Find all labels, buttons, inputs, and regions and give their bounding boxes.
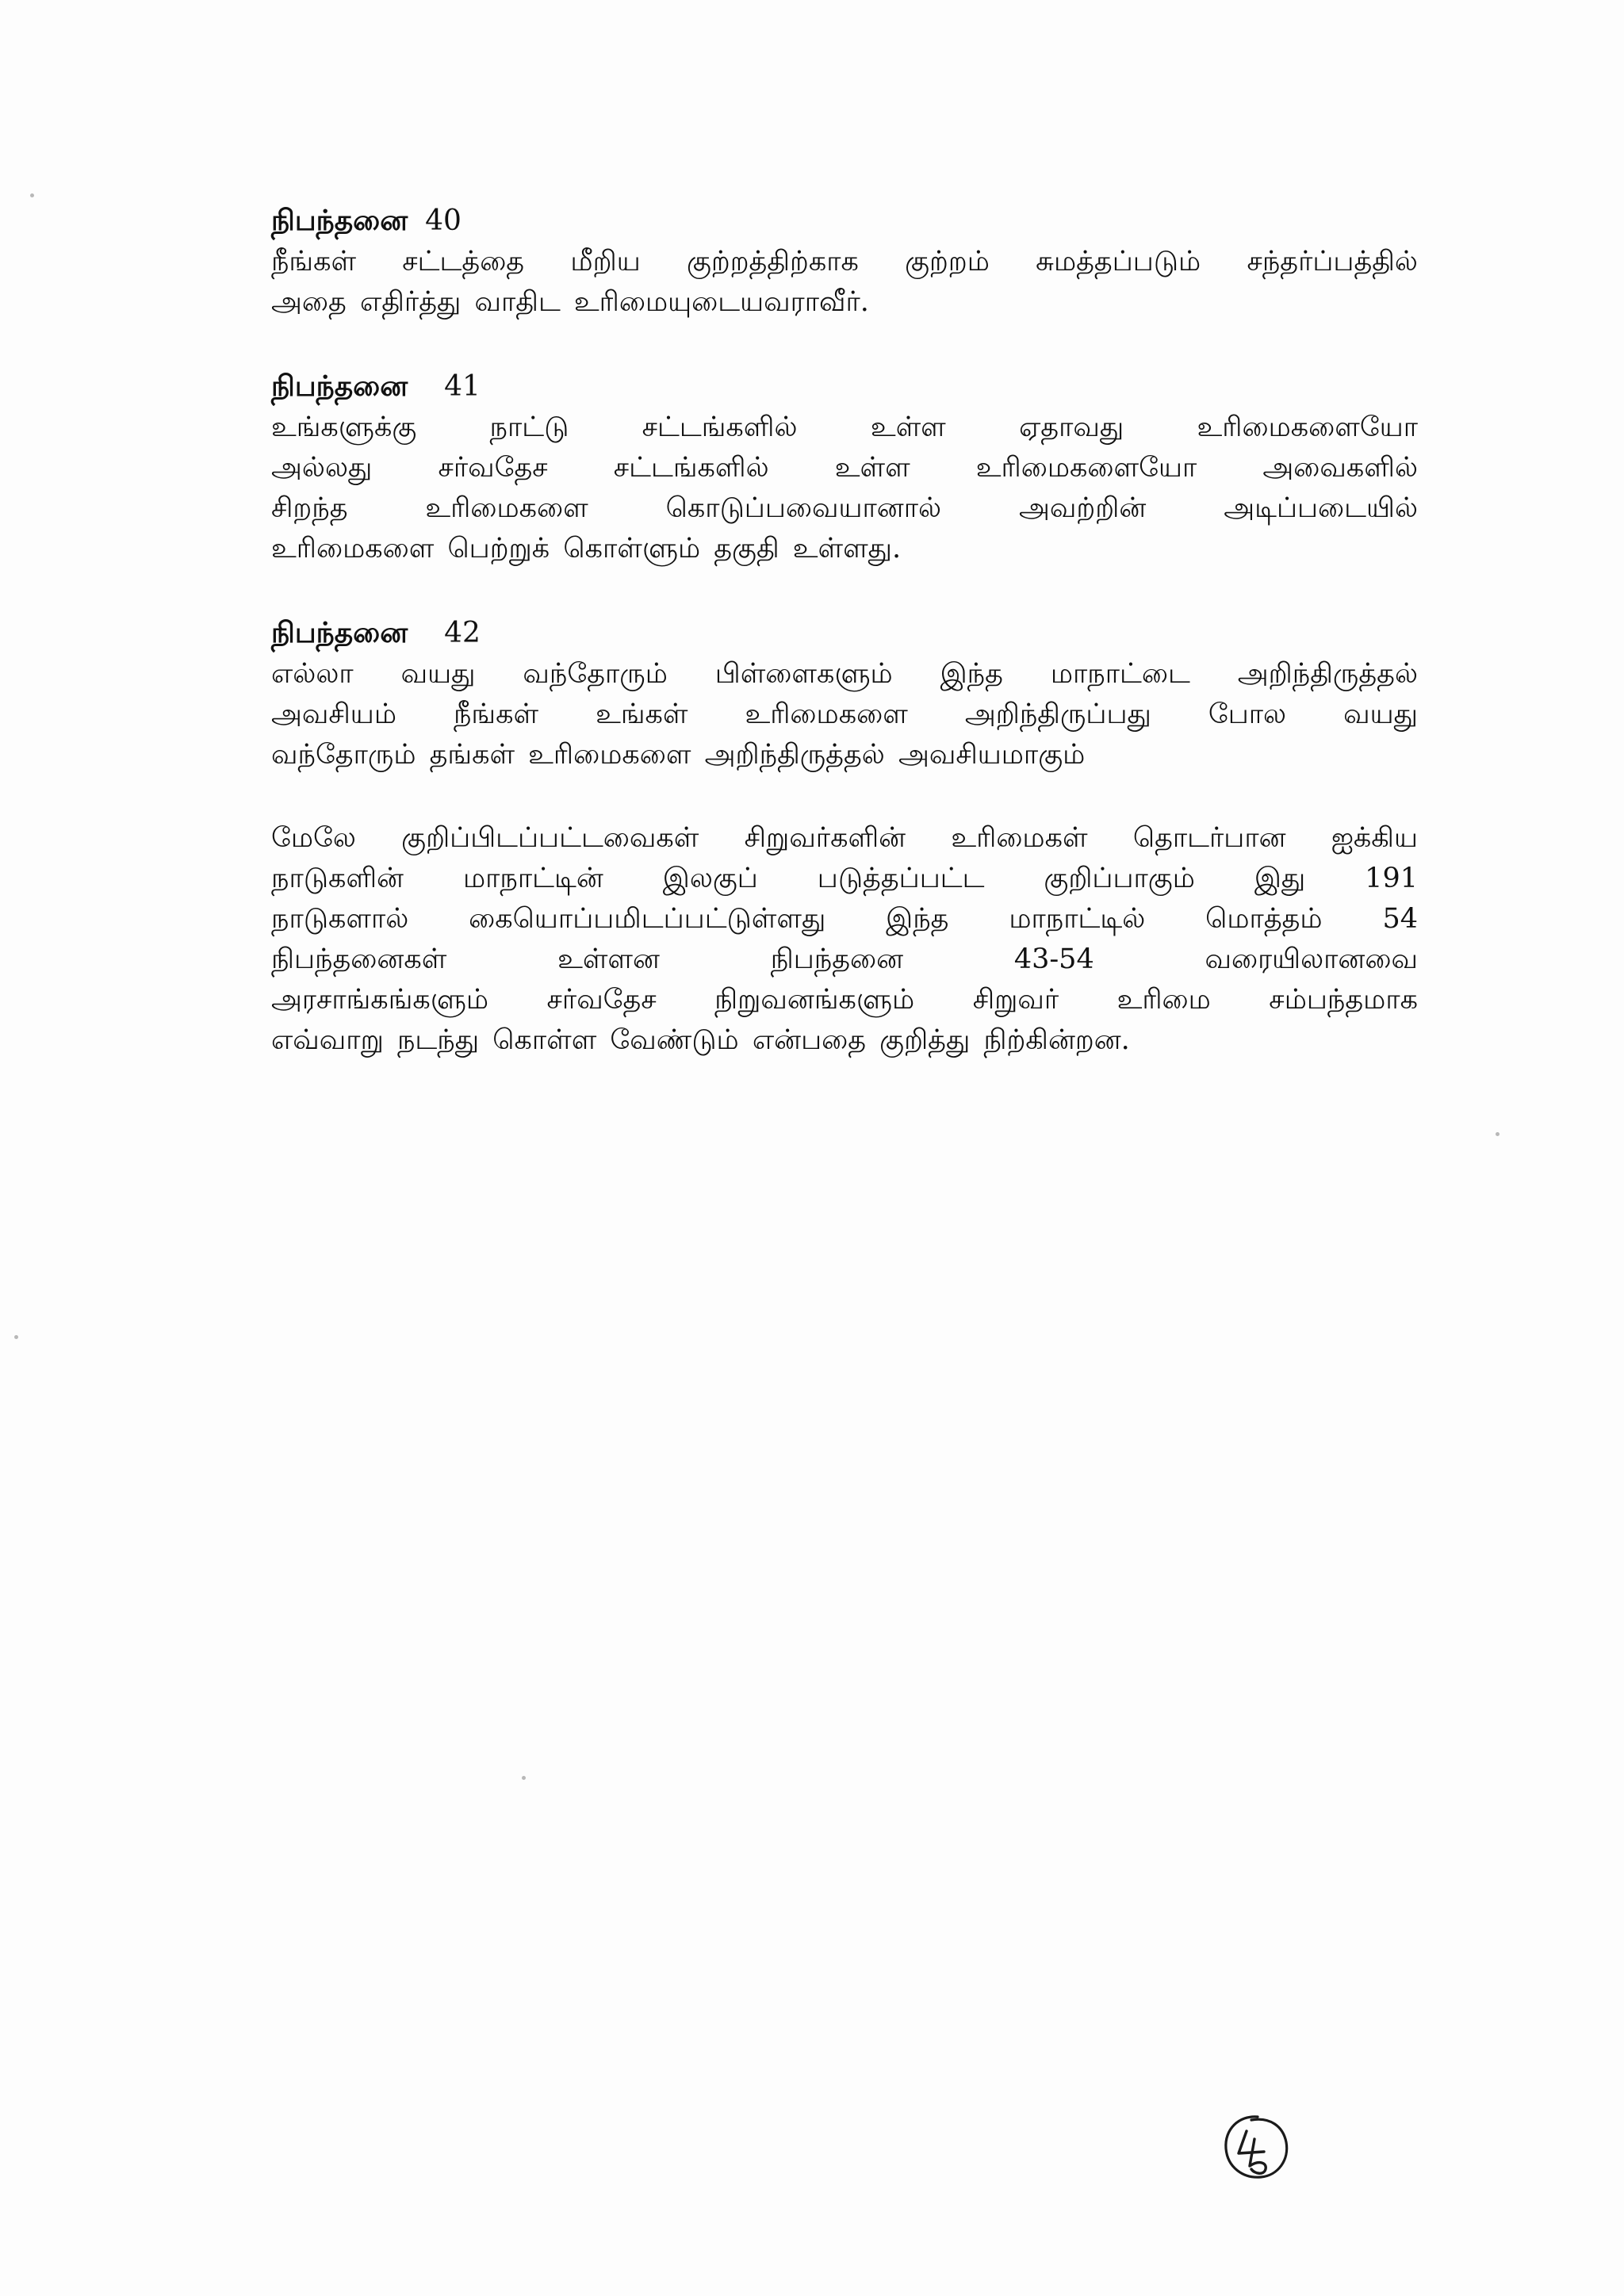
text-line: நாடுகளால் கையொப்பமிடப்பட்டுள்ளது இந்த மாநாட்டில் மொத்தம் 54 <box>271 903 1418 935</box>
text-line: உங்களுக்கு நாட்டு சட்டங்களில் உள்ள ஏதாவது உரிமைகளையோ <box>271 411 1418 443</box>
text-line: நிபந்தனைகள் உள்ளன நிபந்தனை 43-54 வரையிலானவை <box>271 943 1418 975</box>
article-heading <box>271 365 1418 408</box>
handwritten-page-number-icon <box>1220 2110 1293 2183</box>
closing-text <box>271 818 1418 1061</box>
text-line: அதை எதிர்த்து வாதிட உரிமையுடையவராவீர். <box>271 286 869 318</box>
article-heading <box>271 200 1418 242</box>
article-text <box>271 654 1418 775</box>
text-line: எவ்வாறு நடந்து கொள்ள வேண்டும் என்பதை குறித்து நிற்கின்றன. <box>271 1024 1130 1056</box>
document-body <box>271 200 1418 1104</box>
article-text <box>271 242 1418 323</box>
text-line: வந்தோரும் தங்கள் உரிமைகளை அறிந்திருத்தல் அவசியமாகும் <box>271 739 1086 771</box>
article-heading-label: நிபந்தனை <box>271 616 408 649</box>
article-heading-label: நிபந்தனை <box>271 369 408 403</box>
scan-speck <box>522 1776 526 1780</box>
article-40 <box>271 200 1418 323</box>
article-heading <box>271 612 1418 654</box>
text-line: அவசியம் நீங்கள் உங்கள் உரிமைகளை அறிந்திருப்பது போல வயது <box>271 698 1418 730</box>
article-text <box>271 408 1418 569</box>
text-line: மேலே குறிப்பிடப்பட்டவைகள் சிறுவர்களின் உரிமைகள் தொடர்பான ஐக்கிய <box>271 822 1418 854</box>
text-line: சிறந்த உரிமைகளை கொடுப்பவையானால் அவற்றின் அடிப்படையில் <box>271 492 1418 524</box>
text-line: நாடுகளின் மாநாட்டின் இலகுப் படுத்தப்பட்ட குறிப்பாகும் இது 191 <box>271 863 1418 894</box>
article-number: 41 <box>444 370 481 403</box>
text-line: நீங்கள் சட்டத்தை மீறிய குற்றத்திற்காக குற்றம் சுமத்தப்படும் சந்தர்ப்பத்தில் <box>271 246 1418 277</box>
article-heading-label: நிபந்தனை <box>271 204 408 237</box>
article-42 <box>271 612 1418 775</box>
article-41 <box>271 365 1418 569</box>
article-number: 40 <box>425 205 462 237</box>
article-number: 42 <box>444 617 481 649</box>
scan-speck <box>30 193 34 197</box>
text-line: அல்லது சர்வதேச சட்டங்களில் உள்ள உரிமைகளையோ அவைகளில் <box>271 452 1418 484</box>
closing-paragraph <box>271 818 1418 1061</box>
text-line: உரிமைகளை பெற்றுக் கொள்ளும் தகுதி உள்ளது. <box>271 533 902 564</box>
scan-speck <box>14 1335 18 1339</box>
scan-speck <box>1496 1132 1500 1136</box>
text-line: எல்லா வயது வந்தோரும் பிள்ளைகளும் இந்த மாநாட்டை அறிந்திருத்தல் <box>271 658 1418 690</box>
text-line: அரசாங்கங்களும் சர்வதேச நிறுவனங்களும் சிறுவர் உரிமை சம்பந்தமாக <box>271 984 1418 1016</box>
